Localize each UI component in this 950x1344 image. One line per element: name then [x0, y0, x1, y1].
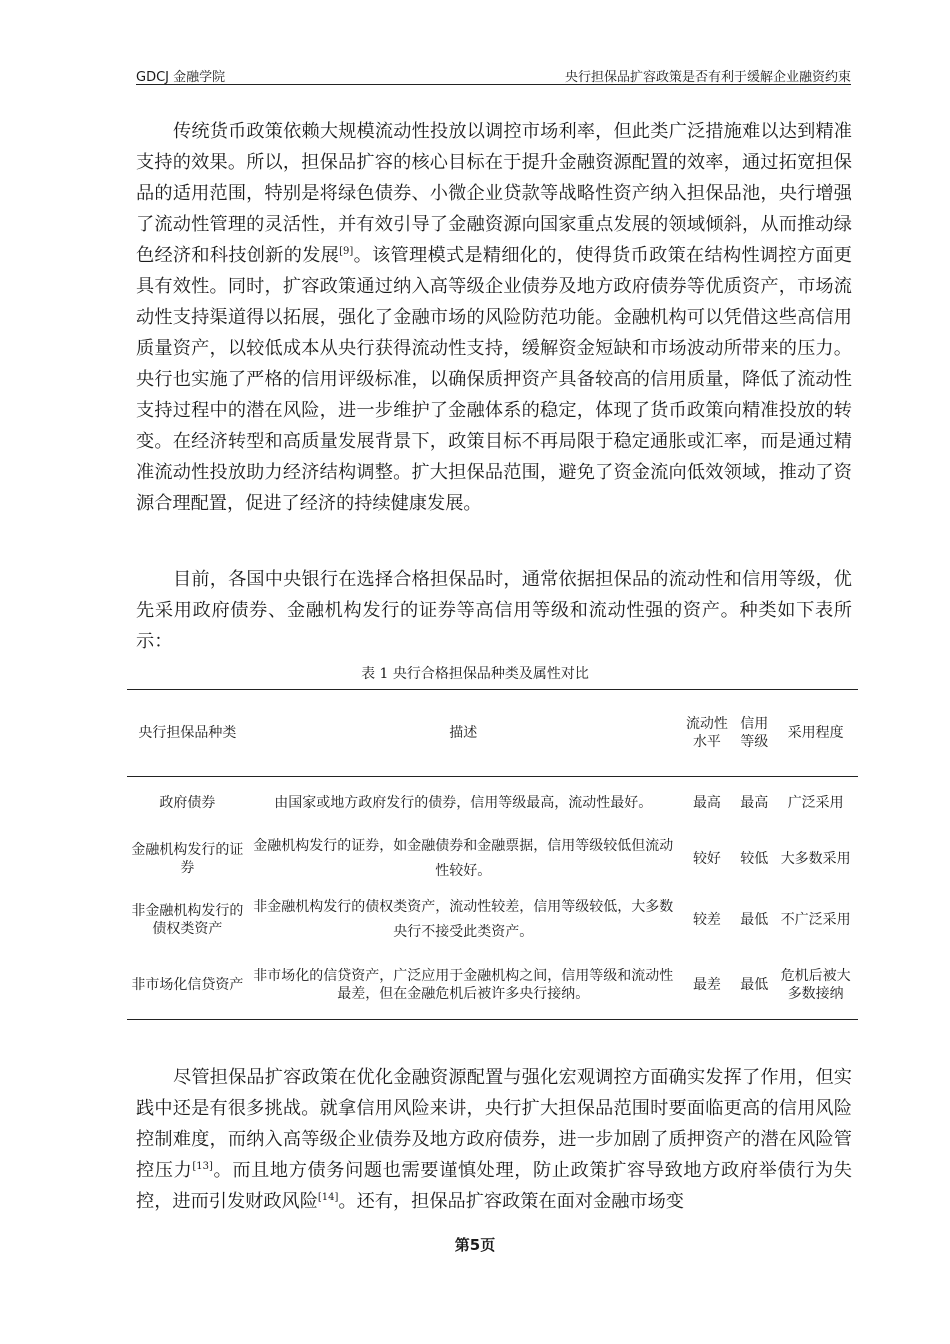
collateral-table [127, 689, 858, 1020]
header-credit: 信用等级 [740, 716, 769, 750]
cell-credit: 最低 [740, 977, 769, 993]
paragraph-3-text-c: 。还有，担保品扩容政策在面对金融市场变 [338, 1191, 684, 1212]
page-number: 第5页 [454, 1236, 496, 1254]
table-row [127, 777, 858, 830]
cell-credit: 最高 [740, 795, 769, 811]
paragraph-1-text-b: 。该管理模式是精细化的，使得货币政策在结构性调控方面更具有效性。同时，扩容政策通过纳入高等级企业债券及地方政府债券等优质资产，市场流动性支持渠道得以拓展，强化了金融市场的风险防范功能。金融机构可以凭借这些高信用质量资产，以较低成本从央行获得流动性支持，缓解资金短缺和市场波动所带来的压力。央行也实施了严格的信用评级标准，以确保质押资产具备较高的信用质量，降低了流动性支持过程中的潜在风险，进一步维护了金融体系的稳定，体现了货币政策向精准投放的转变。在经济转型和高质量发展背景下，政策目标不再局限于稳定通胀或汇率，而是通过精准流动性投放助力经济结构调整。扩大担保品范围，避免了资金流向低效领域，推动了资源合理配置，促进了经济的持续健康发展。 [136, 245, 852, 514]
table-header-row [127, 690, 858, 777]
cell-type: 金融机构发行的证券 [131, 842, 244, 876]
cell-desc: 金融机构发行的证券，如金融债券和金融票据，信用等级较低但流动性较好。 [253, 838, 674, 879]
citation-13[interactable]: [13] [192, 1161, 213, 1172]
cell-liquidity: 最差 [692, 977, 721, 993]
header-desc: 描述 [449, 725, 478, 741]
cell-liquidity: 最高 [692, 795, 721, 811]
cell-credit: 较低 [740, 851, 769, 867]
cell-adoption: 不广泛采用 [780, 912, 851, 928]
table-row [127, 951, 858, 1020]
paragraph-2: 目前，各国中央银行在选择合格担保品时，通常依据担保品的流动性和信用等级，优先采用政府债券、金融机构发行的证券等高信用等级和流动性强的资产。种类如下表所示： [136, 569, 852, 652]
cell-desc: 非金融机构发行的债权类资产，流动性较差，信用等级较低，大多数央行不接受此类资产。 [253, 899, 674, 940]
cell-adoption: 大多数采用 [780, 851, 851, 867]
cell-type: 非市场化信贷资产 [131, 977, 244, 993]
table-row [127, 829, 858, 889]
cell-liquidity: 较好 [692, 851, 721, 867]
cell-credit: 最低 [740, 912, 769, 928]
cell-type: 政府债券 [159, 795, 216, 811]
header-right: 央行担保品扩容政策是否有利于缓解企业融资约束 [564, 70, 851, 85]
cell-desc: 由国家或地方政府发行的债券，信用等级最高，流动性最好。 [274, 794, 653, 811]
header-type: 央行担保品种类 [138, 725, 237, 741]
header-adoption: 采用程度 [787, 725, 844, 741]
page-header [136, 62, 851, 85]
paragraph-3 [136, 1062, 852, 1217]
cell-desc: 非市场化的信贷资产，广泛应用于金融机构之间，信用等级和流动性最差，但在金融危机后被许多央行接纳。 [253, 968, 674, 1002]
cell-adoption: 危机后被大多数接纳 [780, 968, 851, 1002]
header-liquidity: 流动性水平 [685, 716, 728, 750]
header-left: GDCJ 金融学院 [136, 70, 226, 85]
citation-14[interactable]: [14] [317, 1192, 339, 1203]
paragraph-1 [136, 116, 852, 519]
cell-liquidity: 较差 [692, 912, 721, 928]
paragraph-1-text-a: 传统货币政策依赖大规模流动性投放以调控市场利率，但此类广泛措施难以达到精准支持的效果。所以，担保品扩容的核心目标在于提升金融资源配置的效率，通过拓宽担保品的适用范围，特别是将绿色债券、小微企业贷款等战略性资产纳入担保品池，央行增强了流动性管理的灵活性，并有效引导了金融资源向国家重点发展的领域倾斜，从而推动绿色经济和科技创新的发展 [136, 121, 852, 266]
table-row [127, 889, 858, 951]
citation-9[interactable]: [9] [339, 246, 354, 257]
cell-adoption: 广泛采用 [787, 795, 844, 811]
paragraph-3-text-b: 。而且地方债务问题也需要谨慎处理，防止政策扩容导致地方政府举债行为失控，进而引发财政风险 [136, 1160, 852, 1212]
table-caption: 表 1 央行合格担保品种类及属性对比 [361, 666, 589, 682]
cell-type: 非金融机构发行的债权类资产 [131, 903, 244, 937]
paragraph-3-text-a: 尽管担保品扩容政策在优化金融资源配置与强化宏观调控方面确实发挥了作用，但实践中还是有很多挑战。就拿信用风险来讲，央行扩大担保品范围时要面临更高的信用风险控制难度，而纳入高等级企业债券及地方政府债券，进一步加剧了质押资产的潜在风险管控压力 [136, 1067, 852, 1181]
